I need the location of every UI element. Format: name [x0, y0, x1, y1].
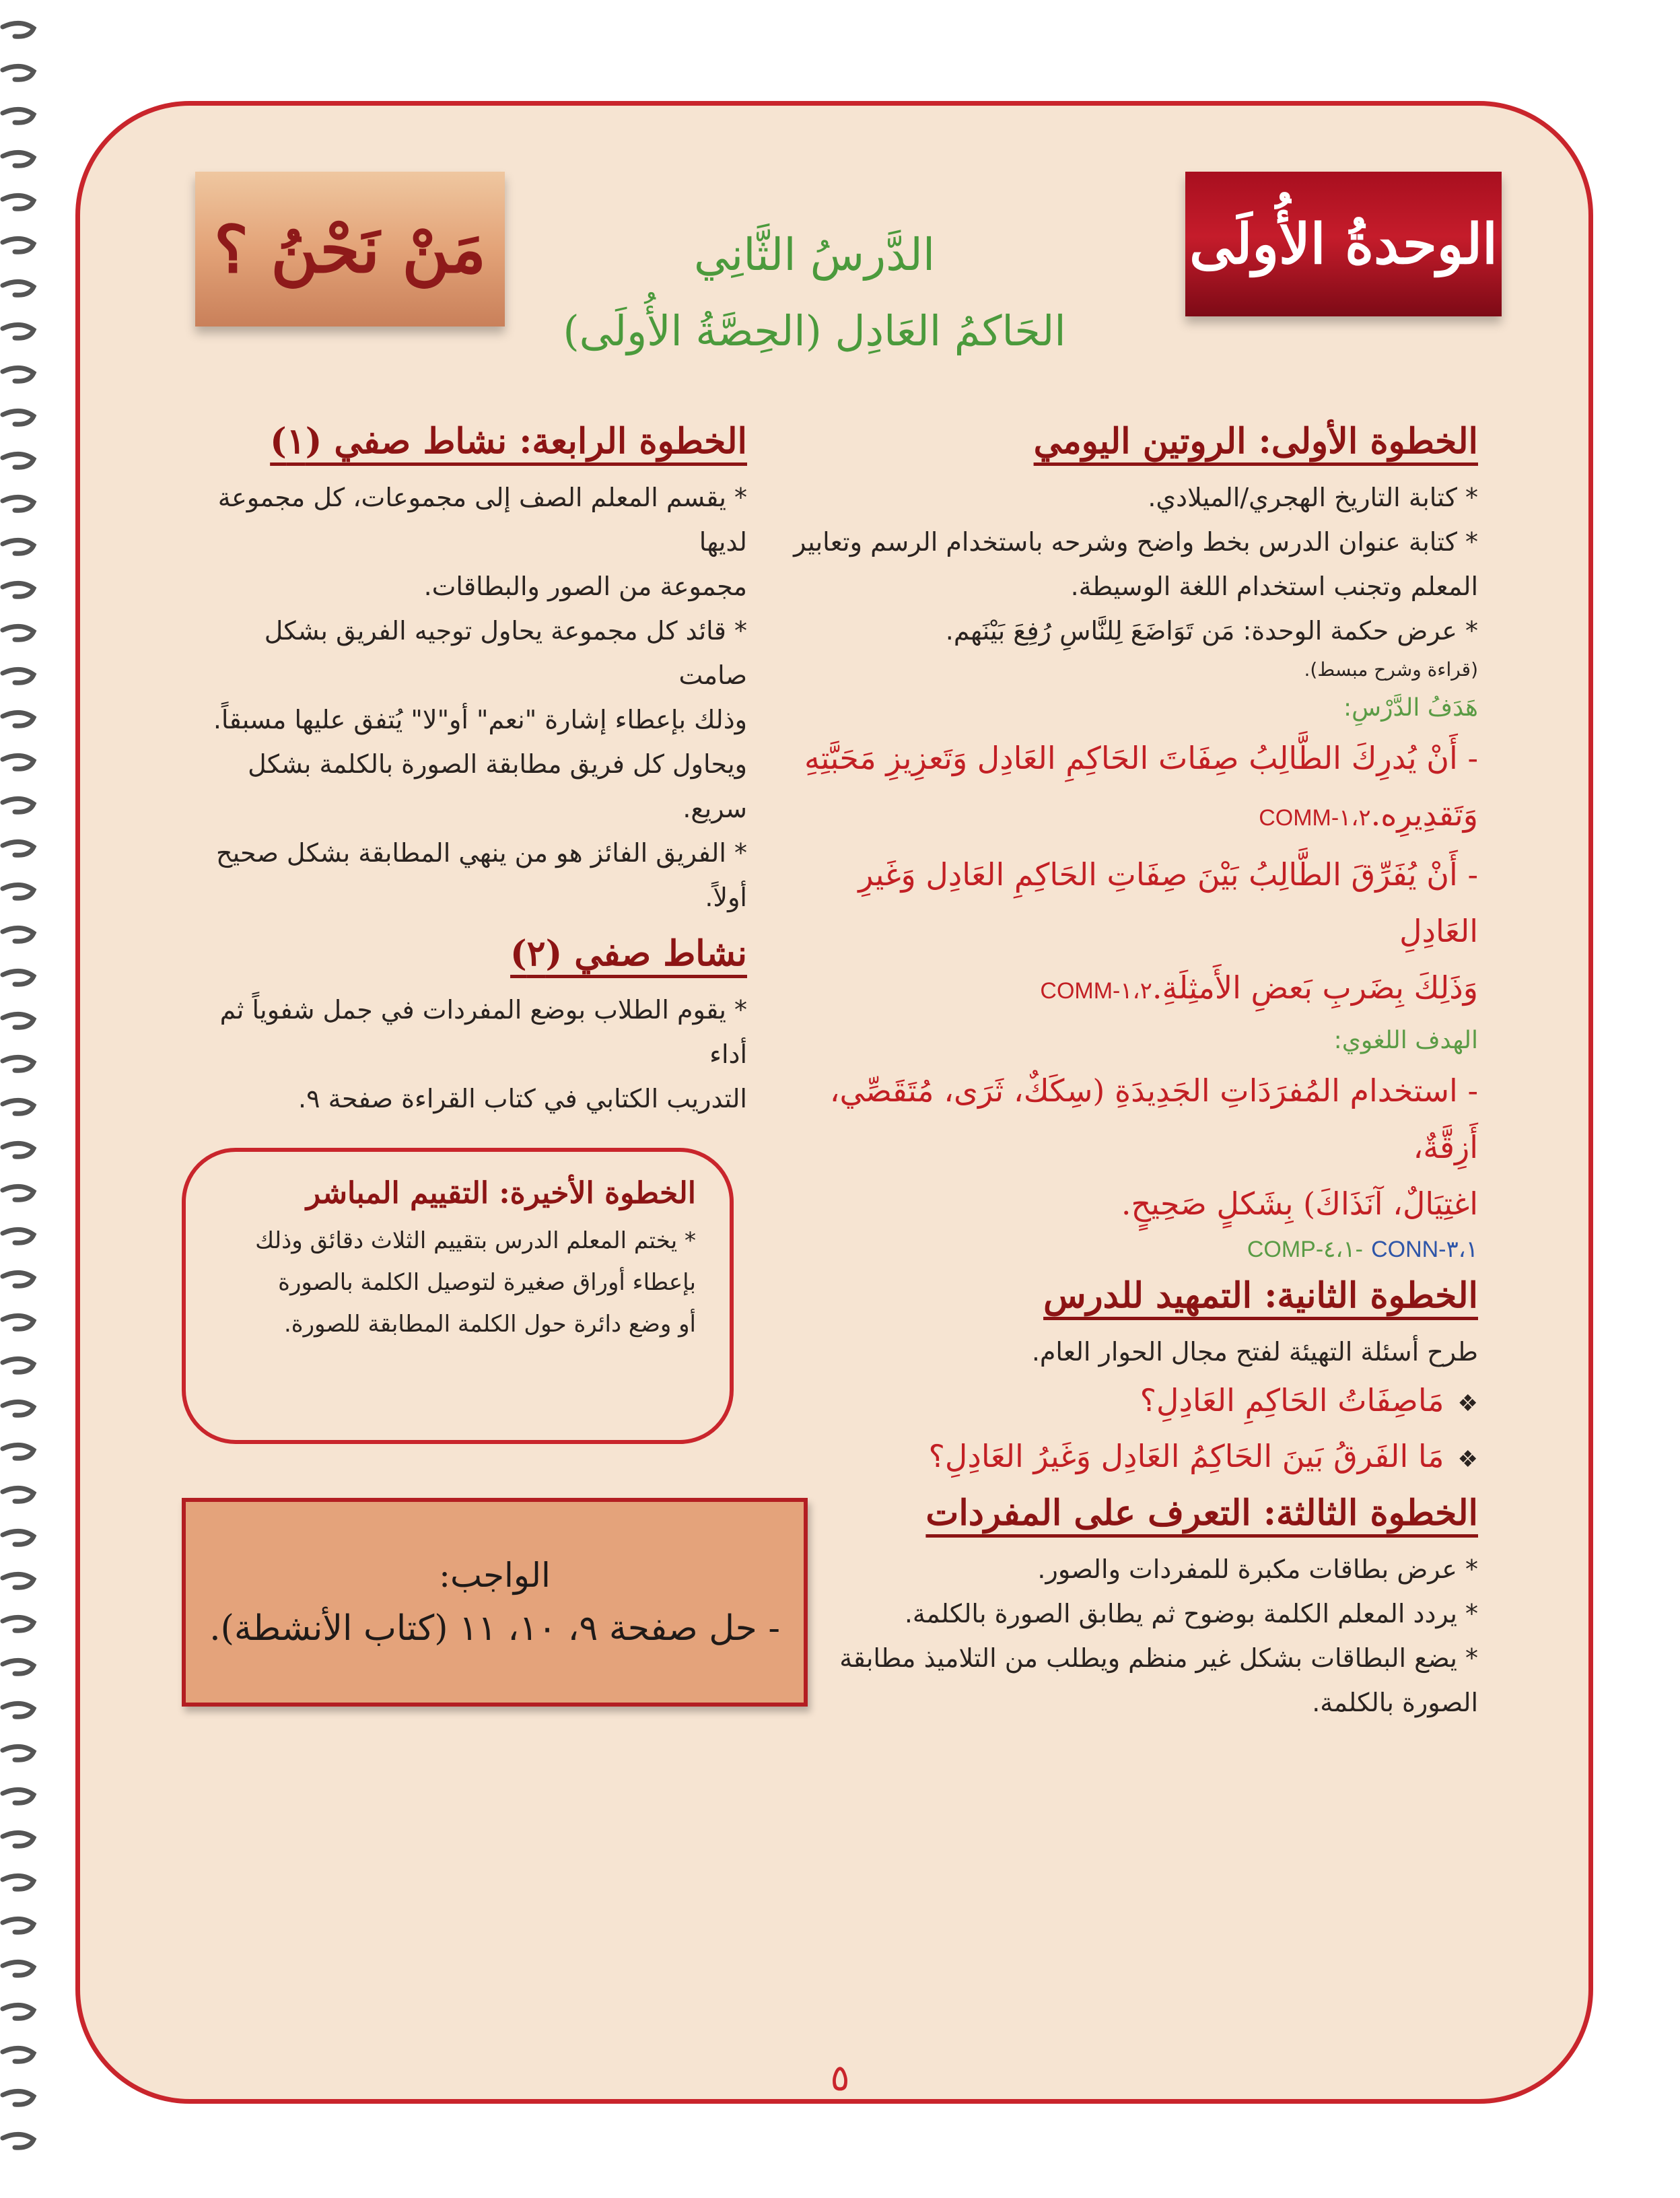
step1-line: * كتابة التاريخ الهجري/الميلادي. [1148, 483, 1478, 512]
spiral-coil [3, 1488, 34, 1501]
step4-line: وذلك بإعطاء إشارة "نعم" أو"لا" يُتفق عليها مسبقاً. [213, 705, 747, 734]
spiral-coil [3, 1832, 34, 1846]
language-goal-line: اغتِيَالٌ، آنَذَاكَ) بِشَكلٍ صَحِيحٍ. [1121, 1186, 1478, 1222]
step2-heading: الخطوة الثانية: التمهيد للدرس [1043, 1275, 1478, 1316]
code-comp: COMP-٤،١- [1247, 1237, 1363, 1262]
spiral-coil [3, 626, 34, 640]
language-goal-label: الهدف اللغوي: [1333, 1027, 1478, 1054]
spiral-coil [3, 2134, 34, 2148]
spiral-coil [3, 2091, 34, 2104]
spiral-coil [3, 669, 34, 683]
spiral-coil [3, 1876, 34, 1889]
spiral-coil [3, 1402, 34, 1415]
final-line: أو وضع دائرة حول الكلمة المطابقة للصورة. [283, 1311, 696, 1338]
spiral-coil [3, 1359, 34, 1372]
spiral-coil [3, 1574, 34, 1587]
step1-note: (قراءة وشرح مبسط). [1304, 658, 1478, 681]
goal-2: - أَنْ يُفَرِّقَ الطَّالِبُ بَيْنَ صِفَاتِ الحَاكِمِ العَادِل وَغَيرِ العَادِلِ [858, 856, 1478, 949]
unit-banner: الوحدةُ الأُولَى [1185, 172, 1502, 316]
spiral-coil [3, 842, 34, 855]
left-column [188, 421, 747, 1121]
activity2-line: التدريب الكتابي في كتاب القراءة صفحة ٩. [298, 1084, 747, 1113]
activity2-line: * يقوم الطلاب بوضع المفردات في جمل شفوياً ثم أداء [219, 995, 747, 1069]
spiral-coil [3, 1617, 34, 1630]
final-line: بإعطاء أوراق صغيرة لتوصيل الكلمة بالصورة [278, 1269, 696, 1296]
step4-line: مجموعة من الصور والبطاقات. [423, 572, 747, 601]
goal-1-cont-text: وَتَقدِيرِه. [1370, 796, 1478, 833]
step1-line: * كتابة عنوان الدرس بخط واضح وشرحه باستخدام الرسم وتعابير [794, 527, 1478, 557]
step4-line: أولاً. [705, 883, 747, 912]
diamond-bullet-icon: ❖ [1457, 1446, 1478, 1473]
homework-body: - حل صفحة ٩، ١٠، ١١ (كتاب الأنشطة). [209, 1608, 780, 1649]
standard-codes [778, 1232, 1478, 1266]
language-goal-line: - استخدام المُفرَدَاتِ الجَدِيدَةِ (سِكَكٌ، ثَرَى، مُتَقَصِّي، أَزِقَّةٌ، [829, 1072, 1478, 1165]
goal-label: هَدَفُ الدَّرْسِ: [1343, 694, 1478, 722]
step4-line: * يقسم المعلم الصف إلى مجموعات، كل مجموعة لديها [217, 483, 747, 557]
spiral-coil [3, 1143, 34, 1157]
spiral-coil [3, 1014, 34, 1027]
spiral-coil [3, 1746, 34, 1760]
spiral-coil [3, 195, 34, 209]
step3-line: * يردد المعلم الكلمة بوضوح ثم يطابق الصورة بالكلمة. [904, 1599, 1478, 1628]
final-assessment-heading: الخطوة الأخيرة: التقييم المباشر [306, 1176, 696, 1210]
spiral-binding [0, 0, 40, 2198]
spiral-coil [3, 497, 34, 510]
activity2-heading: نشاط صفي (٢) [510, 933, 747, 974]
spiral-coil [3, 1660, 34, 1674]
question-1-text: مَاصِفَاتُ الحَاكِمِ العَادِلِ؟ [1140, 1382, 1444, 1418]
lesson-number: الدَّرسُ الثَّانِي [693, 229, 936, 281]
spiral-coil [3, 1789, 34, 1803]
spiral-coil [3, 281, 34, 295]
spiral-coil [3, 1186, 34, 1200]
spiral-coil [3, 1919, 34, 1932]
spiral-coil [3, 152, 34, 166]
code-conn: CONN-٣،١ [1371, 1237, 1478, 1262]
question-1 [778, 1374, 1478, 1430]
step4-heading: الخطوة الرابعة: نشاط صفي (١) [270, 421, 747, 462]
spiral-coil [3, 454, 34, 467]
diamond-bullet-icon: ❖ [1457, 1390, 1478, 1417]
spiral-coil [3, 1229, 34, 1243]
who-are-we-banner: مَنْ نَحْنُ ؟ [195, 172, 505, 327]
final-line: * يختم المعلم الدرس بتقييم الثلاث دقائق وذلك [255, 1227, 696, 1254]
step2-line: طرح أسئلة التهيئة لفتح مجال الحوار العام. [1031, 1337, 1478, 1367]
spiral-coil [3, 324, 34, 338]
goal-2-code: COMM-١،٢ [1040, 978, 1152, 1004]
step3-line: * عرض بطاقات مكبرة للمفردات والصور. [1037, 1554, 1478, 1584]
lesson-title: الحَاكمُ العَادِل (الحِصَّةُ الأُولَى) [563, 306, 1066, 355]
homework-box [182, 1498, 808, 1707]
spiral-coil [3, 1272, 34, 1286]
step1-heading: الخطوة الأولى: الروتين اليومي [1033, 421, 1478, 462]
goal-2-cont-text: وَذَلِكَ بِضَربِ بَعضِ الأَمثِلَةِ. [1152, 969, 1478, 1006]
spiral-coil [3, 798, 34, 812]
homework-heading: الواجب: [439, 1556, 551, 1595]
step3-heading: الخطوة الثالثة: التعرف على المفردات [925, 1492, 1478, 1534]
spiral-coil [3, 928, 34, 941]
step1-line: المعلم وتجنب استخدام اللغة الوسيطة. [1070, 572, 1478, 601]
spiral-coil [3, 583, 34, 596]
goal-2-cont [778, 959, 1478, 1019]
final-assessment-box [182, 1148, 734, 1444]
spiral-coil [3, 1531, 34, 1544]
spiral-coil [3, 885, 34, 898]
spiral-coil [3, 2048, 34, 2061]
step3-line: * يضع البطاقات بشكل غير منظم ويطلب من التلاميذ مطابقة [839, 1643, 1478, 1673]
spiral-coil [3, 66, 34, 79]
spiral-coil [3, 1057, 34, 1070]
spiral-coil [3, 1962, 34, 1975]
page-number: ٥ [830, 2057, 850, 2099]
spiral-coil [3, 368, 34, 381]
step1-line: * عرض حكمة الوحدة: مَن تَوَاضَعَ لِلنَّاسِ رُفِعَ بَيْنَهم. [945, 616, 1478, 646]
goal-1-code: COMM-١،٢ [1259, 805, 1371, 831]
spiral-coil [3, 755, 34, 769]
goal-1-cont [778, 786, 1478, 846]
spiral-coil [3, 971, 34, 984]
right-column [778, 421, 1478, 1725]
spiral-coil [3, 1100, 34, 1113]
spiral-coil [3, 109, 34, 123]
spiral-coil [3, 712, 34, 726]
step3-line: الصورة بالكلمة. [1312, 1688, 1478, 1717]
spiral-coil [3, 1445, 34, 1458]
spiral-coil [3, 1703, 34, 1717]
goal-1: - أَنْ يُدرِكَ الطَّالِبُ صِفَاتَ الحَاكِمِ العَادِل وَتَعزِيزِ مَحَبَّتِهِ [804, 740, 1478, 776]
question-2-text: مَا الفَرقُ بَينَ الحَاكِمُ العَادِل وَغَيرُ العَادِلِ؟ [928, 1438, 1444, 1474]
spiral-coil [3, 411, 34, 424]
spiral-coil [3, 2005, 34, 2018]
spiral-coil [3, 23, 34, 36]
spiral-coil [3, 238, 34, 252]
step4-line: ويحاول كل فريق مطابقة الصورة بالكلمة بشكل سريع. [248, 749, 747, 823]
spiral-coil [3, 1315, 34, 1329]
question-2 [778, 1430, 1478, 1486]
step4-line: * قائد كل مجموعة يحاول توجيه الفريق بشكل صامت [264, 616, 747, 690]
spiral-coil [3, 540, 34, 553]
step4-line: * الفريق الفائز هو من ينهي المطابقة بشكل صحيح [216, 838, 747, 868]
